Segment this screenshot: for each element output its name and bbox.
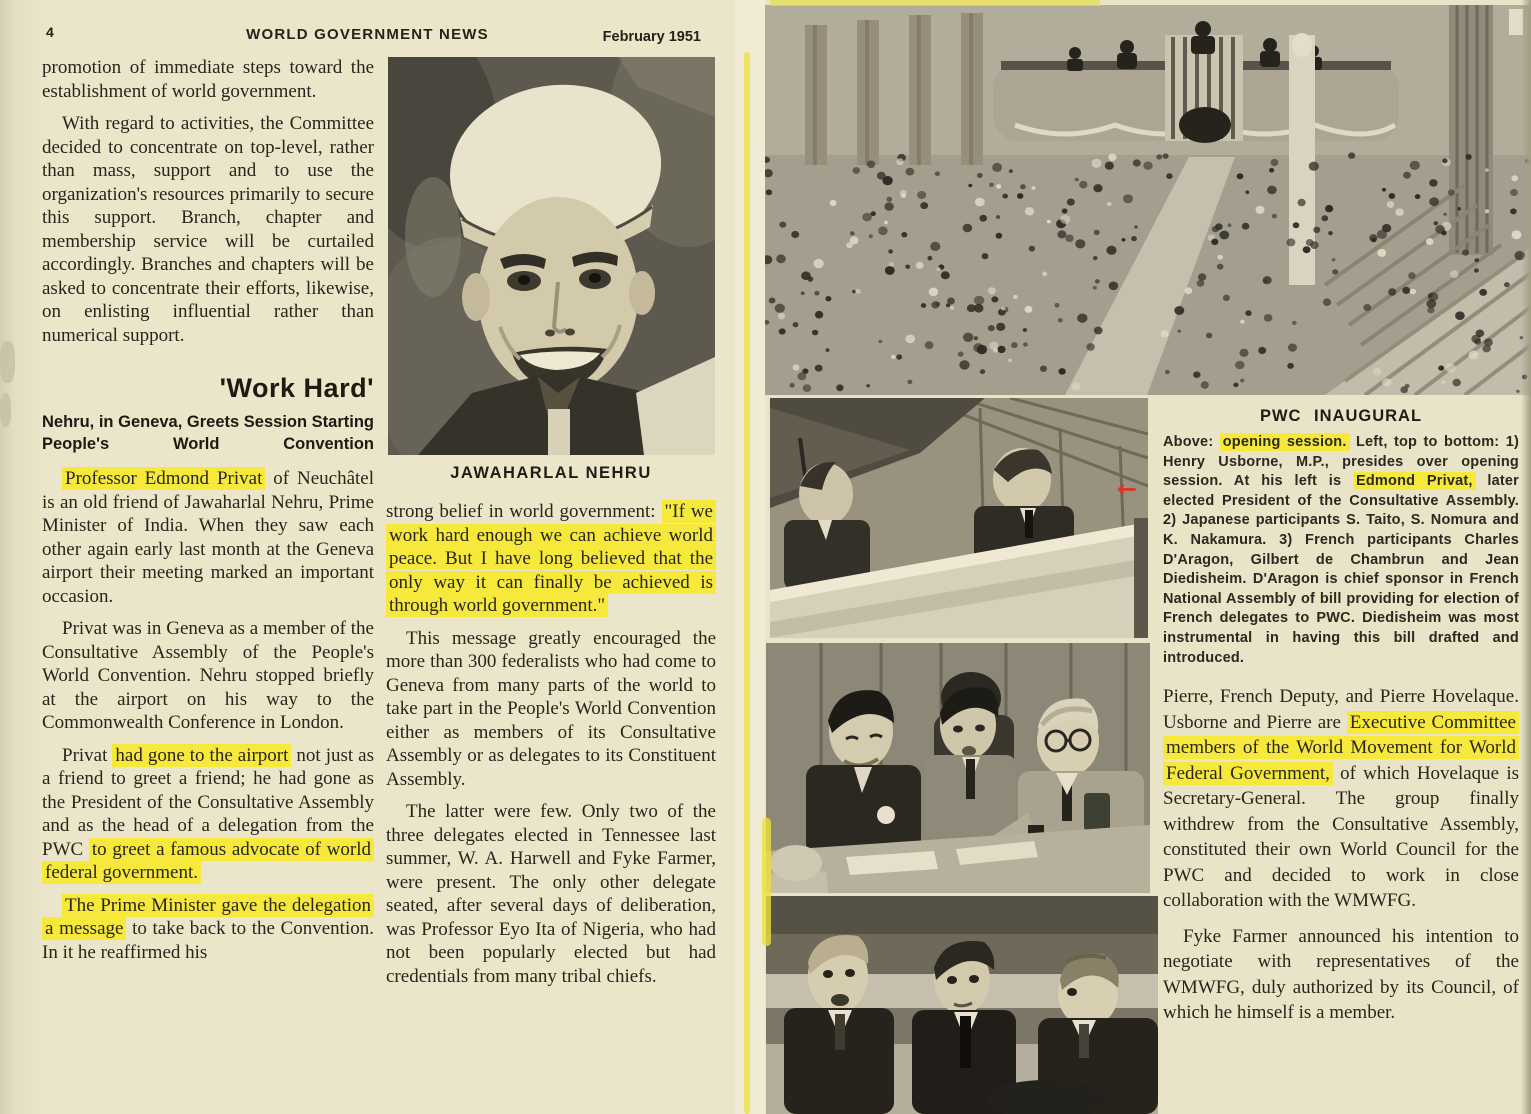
paragraph: This message greatly encouraged the more than 300 federalists who had come to Geneva from many parts of the world to take part in the People's World Convention either as members of its Consultative Assembly or as delegates to its Constituent Assembly. <box>386 627 716 790</box>
article-headline: 'Work Hard' <box>219 373 374 403</box>
page-gutter <box>735 0 765 1114</box>
issue-date: February 1951 <box>602 29 701 45</box>
scan-edge-shadow <box>1521 0 1531 1114</box>
paragraph: The Prime Minister gave the delegation a message to take back to the Convention. In it he reaffirmed his <box>42 894 374 963</box>
paragraph: Privat was in Geneva as a member of the Consultative Assembly of the People's World Convention. Nehru stopped briefly at the airport on his way to the Commonwealth Conference in London. <box>42 618 374 733</box>
paragraph: promotion of immediate steps toward the establishment of world government. <box>42 57 374 102</box>
scan-smudge <box>0 393 11 427</box>
scan-smudge <box>0 341 15 383</box>
photo-nehru-portrait <box>388 57 715 455</box>
page-number: 4 <box>46 24 54 40</box>
photo-french-participants <box>766 896 1158 1114</box>
paragraph: Privat had gone to the airport not just as a friend to greet a friend; he had gone as the President of the Consultative Assembly and as the head of a delegation from the PWC to greet a famous advocate of world federal government. <box>42 744 374 883</box>
nehru-portrait-art <box>388 57 715 455</box>
paragraph: Pierre, French Deputy, and Pierre Hovelaque. Usborne and Pierre are Executive Committee members of the World Movement for World Federal Government, of which Hovelaque is Secretary-General. The group finally withdrew from the Consultative Assembly, constituted their own World Council for the PWC and decided to work in close collaboration with the WMWFG. <box>1163 686 1520 912</box>
photo-japanese-participants <box>766 643 1150 893</box>
photo-caption-text: Above: opening session. Left, top to bottom: 1) Henry Usborne, M.P., presides over opening session. At his left is Edmond Privat, later elected President of the Consultative Assembly. 2) Japanese participants S. Taito, S. Nomura and K. Nakamura. 3) French participants Charles D'Aragon, Gilbert de Chambrun and Jean Diedisheim. D'Aragon is chief sponsor in French National Assembly of bill providing for election of French delegates to PWC. Diedisheim was most instrumental in having this bill drafted and introduced. <box>1163 434 1520 666</box>
caption-column <box>1163 407 1519 1036</box>
hall-art <box>765 5 1531 395</box>
photo-usborne-privat <box>770 398 1148 638</box>
highlighter-streak <box>744 52 750 1114</box>
red-annotation-arrow-icon: ← <box>1117 475 1138 503</box>
masthead-title: WORLD GOVERNMENT NEWS <box>246 26 489 43</box>
podium-art <box>770 398 1148 638</box>
left-page <box>0 0 735 1114</box>
paragraph: Fyke Farmer announced his intention to negotiate with representatives of the WMWFG, duly authorized by its Council, of which he himself is a member. <box>1163 925 1519 1024</box>
japanese-art <box>766 643 1150 893</box>
paragraph: strong belief in world government: "If we work hard enough we can achieve world peace. But I have long believed that the only way it can finally be achieved is through world government." <box>386 500 716 618</box>
photo-opening-session <box>765 5 1531 395</box>
paragraph: The latter were few. Only two of the three delegates elected in Tennessee last summer, W. A. Harwell and Fyke Farmer, were present. The only other delegate seated, after several days of deliberation, was Professor Eyo Ita of Nigeria, who had not been popularly elected but had credentials from many tribal chiefs. <box>386 801 716 987</box>
left-column <box>42 56 374 973</box>
highlighter-streak <box>762 818 771 946</box>
article-subhead: Nehru, in Geneva, Greets Session Starting People's World Convention <box>42 413 374 453</box>
right-page-body <box>1163 684 1519 1026</box>
photo-caption-nehru: JAWAHARLAL NEHRU <box>450 464 652 482</box>
caption-title: PWC INAUGURAL <box>1259 407 1423 425</box>
paragraph: With regard to activities, the Committee decided to concentrate on top-level, rather than mass, support and to use the organization's resources primarily to secure this support. Branch, chapter and membership service will be curtailed accordingly. Branches and chapters will be asked to concentrate their efforts, likewise, on enlisting influential rather than numerical support. <box>42 113 374 346</box>
right-column <box>386 500 716 997</box>
highlighter-streak <box>770 0 1100 6</box>
paragraph: Professor Edmond Privat of Neuchâtel is an old friend of Jawaharlal Nehru, Prime Minister of India. When they saw each other again early last month at the Geneva airport their meeting marked an important occasion. <box>42 468 374 607</box>
french-art <box>766 896 1158 1114</box>
